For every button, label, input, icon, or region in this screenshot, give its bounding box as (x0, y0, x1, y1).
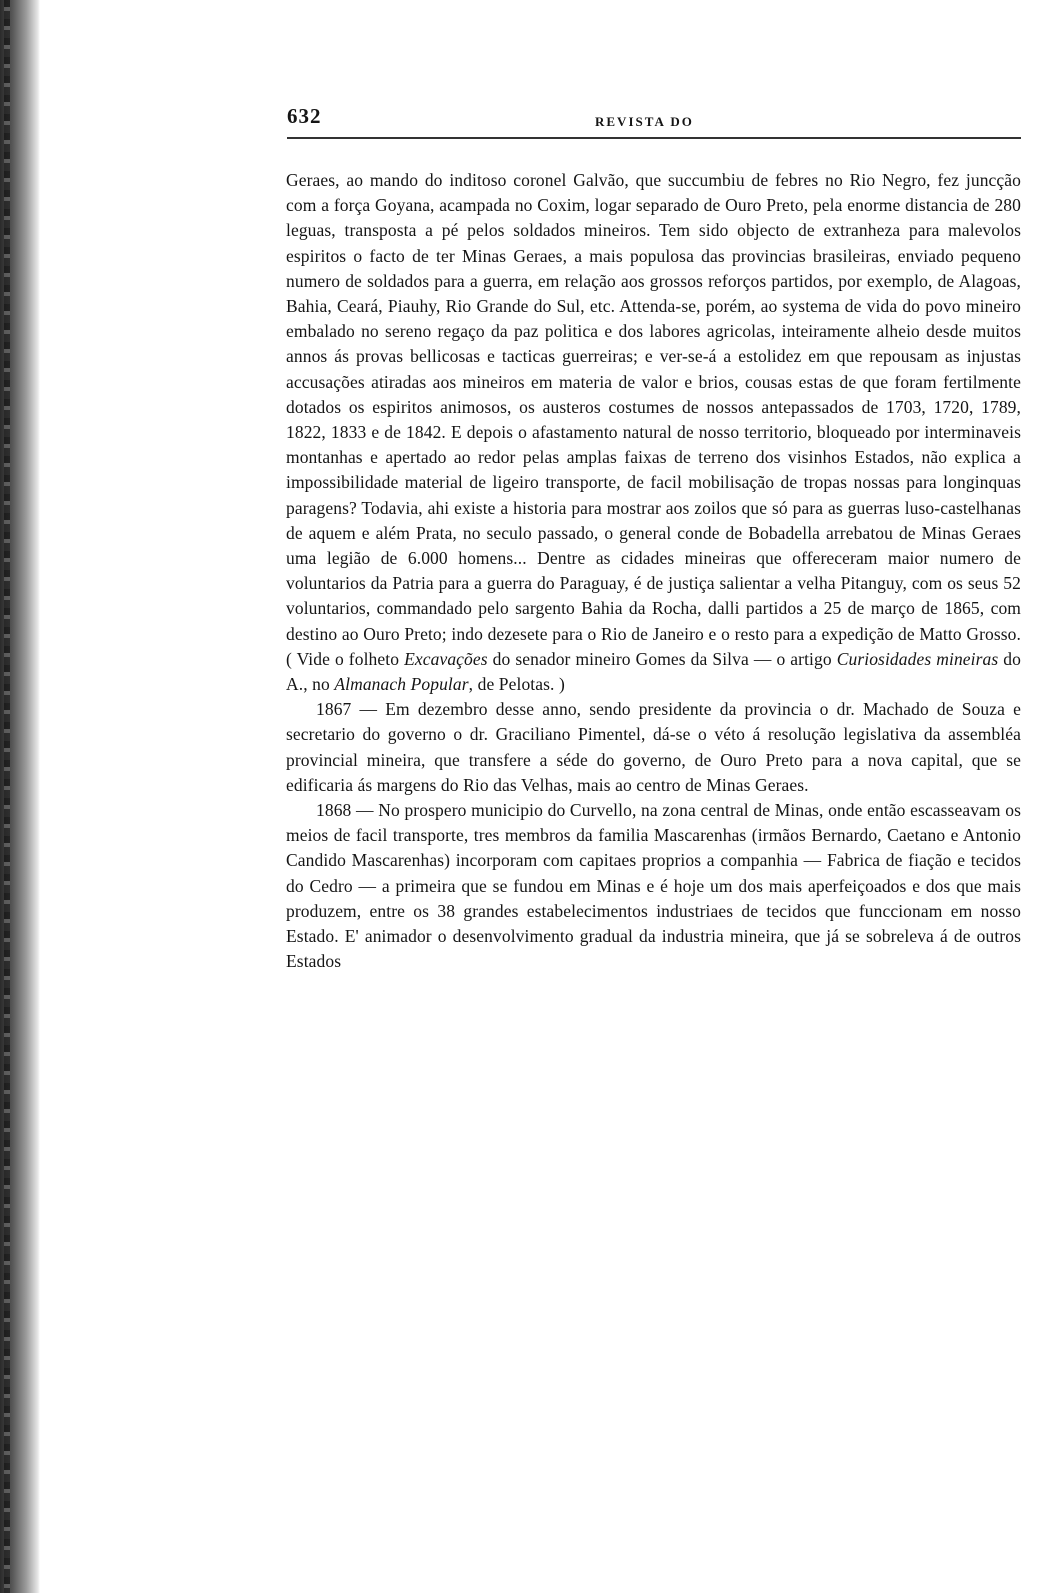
paragraph-1 (286, 168, 1021, 697)
body-text (286, 168, 1021, 975)
running-head: REVISTA DO (595, 114, 694, 129)
paragraph-1868: 1868 — No prospero municipio do Curvello, na zona central de Minas, onde então escasseavam os meios de facil transporte, tres membros da familia Mascarenhas (irmãos Bernardo, Caetano e Antonio Candido Mascarenhas) incorporam com capitaes proprios a companhia — Fabrica de fiação e tecidos do Cedro — a primeira que se fundou em Minas e é hoje um dos mais aperfeiçoados e dos que mais produzem, entre os 38 grandes estabelecimentos industriaes de tecidos que funccionam em nosso Estado. E' animador o desenvolvimento gradual da industria mineira, que já se sobreleva á de outros Estados (286, 800, 1021, 972)
page-header (287, 100, 1021, 140)
paragraph-1-text-b: do senador mineiro Gomes da Silva — o artigo (487, 648, 837, 669)
scan-binding-edge (0, 0, 40, 1593)
page-number: 632 (287, 104, 322, 128)
paragraph-1-text-c: do A., no (286, 648, 1021, 695)
article-title: Curiosidades mineiras (836, 648, 999, 669)
paragraph-1867: 1867 — Em dezembro desse anno, sendo presidente da provincia o dr. Machado de Souza e secretario do governo o dr. Graciliano Pimentel, dá-se o véto á resolução legislativa da assembléa provincial mineira, que transfere a séde do governo, de Ouro Preto para a nova capital, que se edificaria ás margens do Rio das Velhas, mais ao centro de Minas Geraes. (286, 699, 1021, 795)
pamphlet-title: Excavações (404, 648, 488, 669)
header-rule (287, 137, 1021, 139)
paragraph-1-text-d: , de Pelotas. ) (468, 674, 565, 695)
paragraph-1-text-a: Geraes, ao mando do inditoso coronel Galvão, que succumbiu de febres no Rio Negro, fez juncção com a força Goyana, acampada no Coxim, logar separado de Ouro Preto, pela enorme distancia de 280 leguas, transposta a pé pelos soldados mineiros. Tem sido objecto de extranheza para malevolos espiritos o facto de ter Minas Geraes, a mais populosa das provincias brasileiras, enviado pequeno numero de soldados para a guerra, em relação aos grossos reforços partidos, por exemplo, de Alagoas, Bahia, Ceará, Piauhy, Rio Grande do Sul, etc. Attenda-se, porém, ao systema de vida do povo mineiro embalado no sereno regaço da paz politica e dos labores agricolas, inteiramente alheio desde muitos annos ás provas bellicosas e tacticas guerreiras; e ver-se-á a estolidez em que repousam as injustas accusações atiradas aos mineiros em materia de valor e brios, cousas estas de que foram fertilmente dotados os espiritos animosos, os austeros costumes de nossos antepassados de 1703, 1720, 1789, 1822, 1833 e de 1842. E depois o afastamento natural de nosso territorio, bloqueado por interminaveis montanhas e apertado ao redor pelas amplas faixas de terreno dos visinhos Estados, não explica a impossibilidade material de ligeiro transporte, de facil mobilisação de tropas nossas para longinquas paragens? Todavia, ahi existe a historia para mostrar aos zoilos que só para as guerras luso-castelhanas de aquem e além Prata, no seculo passado, o general conde de Bobadella arrebatou de Minas Geraes uma legião de 6.000 homens... Dentre as cidades mineiras que offereceram maior numero de voluntarios da Patria para a guerra do Paraguay, é de justiça salientar a velha Pitanguy, com os seus 52 voluntarios, commandado pelo sargento Bahia da Rocha, dalli partidos a 25 de março de 1865, com destino ao Ouro Preto; indo dezesete para o Rio de Janeiro e o resto para a expedição de Matto Grosso. ( Vide o folheto (286, 170, 1021, 669)
almanac-title: Almanach Popular (334, 674, 469, 695)
